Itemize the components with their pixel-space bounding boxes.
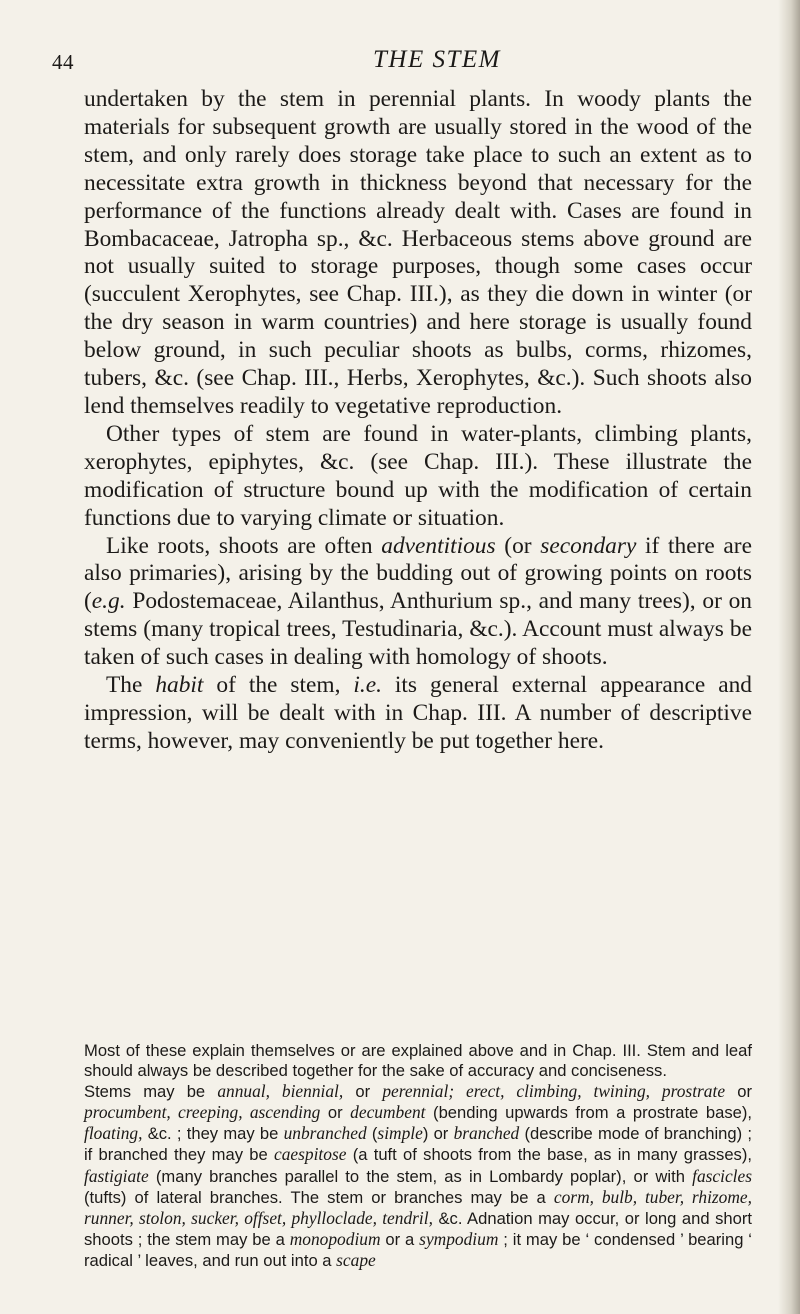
note-paragraph: Most of these explain themselves or are explained above and in Chap. III. Stem and leaf should always be described together for the sake of accuracy and conciseness. <box>84 1041 752 1081</box>
italic-term: corm, bulb, tuber, rhizome, runner, stolon, sucker, offset, phylloclade, tendril, <box>84 1186 752 1228</box>
italic-term: caespitose <box>273 1144 347 1165</box>
text-run: or <box>343 1082 383 1102</box>
italic-term: unbranched <box>283 1123 367 1144</box>
italic-term: floating, <box>84 1123 143 1144</box>
text-run: (describe mode of branching) ; if branched they may be <box>84 1124 752 1165</box>
paragraph <box>84 533 752 673</box>
text-run: ( <box>366 1124 378 1144</box>
text-run: (a tuft of shoots from the base, as in many grasses), <box>346 1145 752 1165</box>
paragraph: Other types of stem are found in water-plants, climbing plants, xerophytes, epiphytes, &c. (see Chap. III.). These illustrate the modification of structure bound up with the modification of certain functions due to varying climate or situation. <box>84 420 752 531</box>
italic-term: i.e. <box>353 672 382 699</box>
italic-term: monopodium <box>289 1228 381 1249</box>
text-run: of the stem, <box>203 672 354 699</box>
text-run: ) or <box>422 1124 454 1144</box>
small-print-notes <box>84 1041 752 1271</box>
italic-term: scape <box>336 1249 376 1270</box>
text-run: or <box>320 1103 351 1123</box>
italic-term: branched <box>453 1123 520 1144</box>
page-header <box>52 44 752 84</box>
text-run: Like roots, shoots are often <box>106 532 382 559</box>
page-edge-shadow <box>778 0 800 1314</box>
running-head: THE STEM <box>373 46 501 73</box>
italic-term: secondary <box>540 532 637 559</box>
text-run: (or <box>495 532 541 559</box>
paragraph <box>84 672 752 756</box>
text-run: or a <box>380 1229 420 1249</box>
text-run: (many branches parallel to the stem, as in Lombardy poplar), or with <box>148 1166 693 1186</box>
text-run: Stems may be <box>84 1082 218 1102</box>
italic-term: sympodium <box>419 1228 499 1249</box>
text-run: (bending upwards from a prostrate base), <box>425 1103 752 1123</box>
text-run: its general external appearance and impression, will be dealt with in Chap. III. A number of descriptive terms, however, may conveniently be put together here. <box>84 672 752 754</box>
text-run: if there are also primaries), arising by the budding out of growing points on roots ( <box>84 532 752 615</box>
page-number: 44 <box>52 50 74 74</box>
italic-term: decumbent <box>350 1102 426 1123</box>
text-run: Podostemaceae, Ailanthus, Anthurium sp., and many trees), or on stems (many tropical trees, Testudinaria, &c.). Account must always be taken of such cases in dealing with homology of shoots. <box>84 588 752 671</box>
text-run: &c. ; they may be <box>142 1124 284 1144</box>
italic-term: fastigiate <box>84 1165 149 1186</box>
main-text <box>84 86 752 756</box>
italic-term: habit <box>155 672 204 699</box>
italic-term: adventitious <box>381 532 496 559</box>
note-paragraph <box>84 1081 752 1271</box>
paragraph: undertaken by the stem in perennial plants. In woody plants the materials for subsequent growth are usually stored in the wood of the stem, and only rarely does storage take place to such an extent as to necessitate extra growth in thickness beyond that necessary for the performance of the functions already dealt with. Cases are found in Bombacaceae, Jatropha sp., &c. Herbaceous stems above ground are not usually suited to storage purposes, though some cases occur (succulent Xerophytes, see Chap. III.), as they die down in winter (or the dry season in warm countries) and here storage is usually found below ground, in such peculiar shoots as bulbs, corms, rhizomes, tubers, &c. (see Chap. III., Herbs, Xerophytes, &c.). Such shoots also lend themselves readily to vegetative reproduction. <box>84 86 752 419</box>
italic-term: fascicles <box>692 1165 752 1186</box>
text-run: (tufts) of lateral branches. The stem or branches may be a <box>84 1187 554 1207</box>
italic-term: e.g. <box>91 588 126 615</box>
italic-term: procumbent, creeping, ascending <box>84 1102 321 1123</box>
italic-term: simple <box>377 1123 423 1144</box>
text-run: &c. Adnation may occur, or long and short shoots ; the stem may be a <box>84 1208 753 1249</box>
italic-term: perennial; erect, climbing, twining, prostrate <box>382 1081 726 1102</box>
italic-term: annual, biennial, <box>217 1081 344 1102</box>
text-run: ; it may be ‘ condensed ’ bearing ‘ radical ’ leaves, and run out into a <box>84 1229 752 1270</box>
text-run: or <box>725 1082 752 1102</box>
text-run: The <box>106 672 156 699</box>
